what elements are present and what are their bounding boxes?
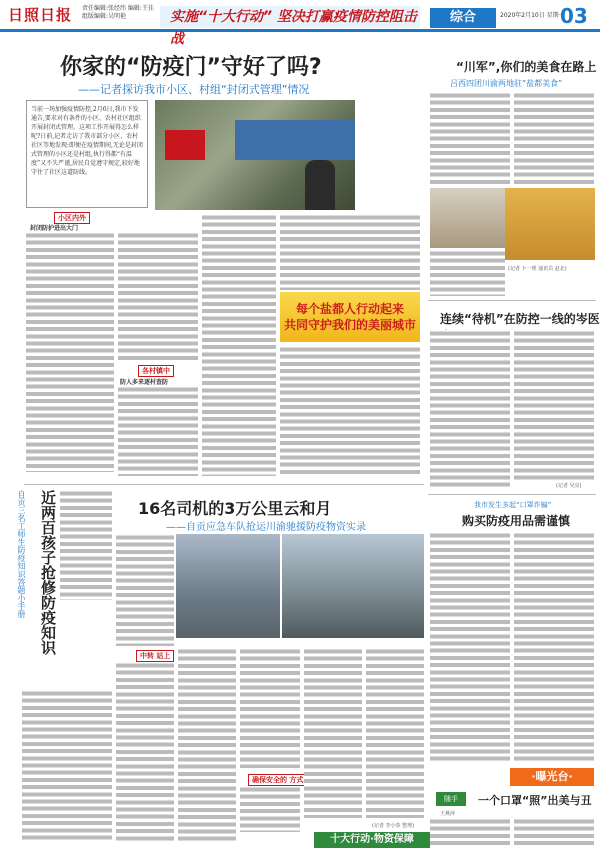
article5-subtitle: 自贡三名工师生防疫知识答题小手册: [17, 490, 26, 618]
article4-subhead-2: 确保安全的 方式: [248, 774, 307, 786]
article5-col1: [60, 490, 112, 600]
article4-photo-1: [176, 534, 280, 638]
article4-col2: [116, 662, 174, 842]
article2-col3: [430, 250, 505, 296]
article2-title: “川军”,你们的美食在路上: [456, 60, 597, 74]
divider: [428, 300, 596, 301]
article2-photo-2: [505, 188, 595, 260]
article3-col1: [430, 330, 510, 490]
article1-subhead-1-text: 封闭防护进出大门: [30, 225, 79, 232]
article4-subtitle: ——自贡应急车队抢运川渝驰援防疫物资实录: [166, 522, 366, 533]
article1-subhead-2: 各村镇中: [138, 365, 174, 377]
article1-subhead-2-text: 防人多来逐村查防: [120, 379, 169, 386]
article4-col4: [240, 648, 300, 768]
article4-photo-2: [282, 534, 424, 638]
article3-credit: (记者 吴亮): [556, 483, 582, 489]
article6-col2: [514, 532, 594, 762]
article5-title: 近两百孩子抢修防疫知识: [39, 490, 57, 655]
article5-col2: [22, 690, 112, 840]
article7-col2: [514, 818, 594, 848]
divider: [24, 484, 424, 485]
article1-title: 你家的“防疫门”守好了吗?: [60, 55, 322, 80]
article1-col3: [202, 214, 276, 476]
article4-subhead: 中转 站上: [136, 650, 174, 662]
editor-info: [82, 5, 154, 21]
article4-credit: (记者 李小春 整理): [372, 823, 415, 829]
article4-col6: [304, 648, 362, 818]
header-slogan: 实施“十大行动” 坚决打赢疫情防控阻击战: [160, 6, 420, 28]
exposure-label: ·曝光台·: [510, 768, 594, 786]
newspaper-logo: 日照日报: [8, 6, 73, 24]
article6-title: 购买防疫用品需谨慎: [462, 514, 571, 528]
article1-col2b: [118, 386, 198, 476]
article2-subtitle: 吕西四团川渝两地驻“盐都美食”: [450, 79, 563, 88]
column-tag: 随手: [436, 792, 466, 806]
article1-banner: [280, 292, 420, 342]
article1-photo: [155, 100, 355, 210]
article6-col1: [430, 532, 510, 762]
article2-credit: (记者 卜一理 通讯员 赵北): [508, 266, 567, 272]
divider: [428, 494, 596, 495]
article1-col2: [118, 232, 198, 362]
banner-line-1: 每个盐都人行动起来: [295, 302, 404, 316]
editor-line-1: 责任编辑:张经纬 编辑:王佳: [82, 5, 154, 12]
page-number: 03: [560, 4, 588, 28]
article7-author: 王燕萍: [440, 811, 456, 817]
article1-col4: [280, 214, 420, 290]
article3-title: 连续“待机”在防控一线的岑医: [440, 312, 600, 326]
article7-col1: [430, 818, 510, 848]
article4-title: 16名司机的3万公里云和月: [138, 499, 332, 518]
footer-banner: 十大行动·物资保障: [314, 832, 430, 848]
article1-subhead-1: 小区内外: [54, 212, 90, 224]
article1-col5: [280, 346, 420, 476]
issue-date: 2020年2月10日 星期一: [500, 12, 565, 19]
editor-line-2: 组版编辑:吴明艳: [82, 13, 127, 20]
article6-kicker: 我市发生多起“口罩诈骗”: [474, 501, 552, 509]
article4-col7: [366, 648, 424, 818]
article2-col2: [514, 92, 594, 184]
article1-subtitle: ——记者探访我市小区、村组“封闭式管理”情况: [78, 83, 310, 96]
section-label: 综合: [430, 8, 496, 28]
article3-col2: [514, 330, 594, 480]
article4-col3: [178, 648, 236, 842]
article1-lead: 当前一场加强疫情防控,2月6日,我市下发通告,要求对有条件的小区、农村社区组织开展封闭式管理。这项工作开展得怎么样呢?日前,记者走访了我市部分小区、农村社区等地发现:即便在疫情期间,无论是封闭式管理的小区还是村组,执行得都“有温度”又不失严谨,居民自觉遵守规定,较好地守住了社区这道防线。: [26, 100, 148, 208]
article1-col1: [26, 232, 114, 472]
article2-col1: [430, 92, 510, 184]
article4-col1: [116, 534, 174, 646]
article2-photo-1: [430, 188, 505, 248]
article7-title: 一个口罩“照”出美与丑: [478, 794, 592, 807]
banner-line-2: 共同守护我们的美丽城市: [283, 318, 416, 332]
article4-col5: [240, 786, 300, 832]
